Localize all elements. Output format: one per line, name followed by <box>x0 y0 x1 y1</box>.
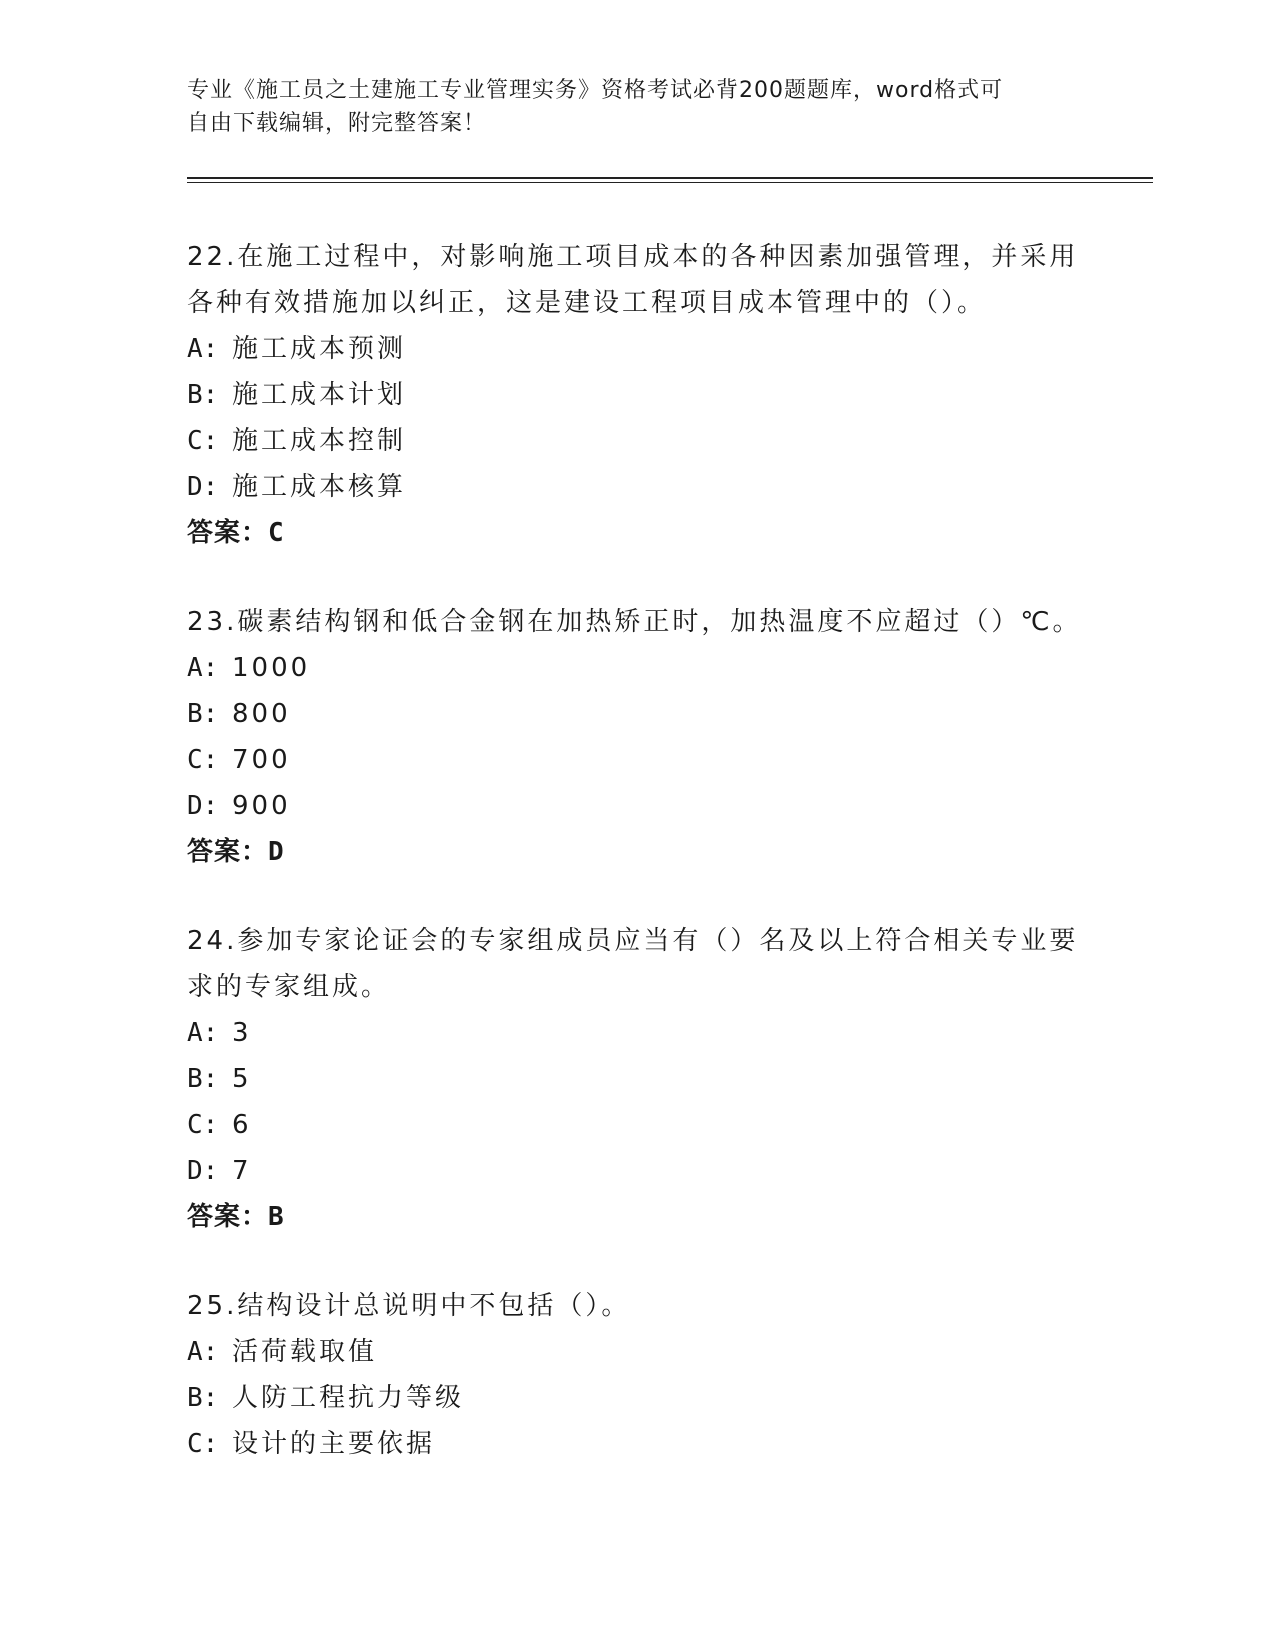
answer-label: 答案： <box>187 518 269 548</box>
answer-label: 答案： <box>187 1202 269 1232</box>
option-key: B: <box>187 699 219 729</box>
option-text: 施工成本核算 <box>232 472 407 502</box>
option-text: 7 <box>232 1156 252 1186</box>
question-stem-line-2: 各种有效措施加以纠正，这是建设工程项目成本管理中的（）。 <box>187 288 987 318</box>
option-key: C: <box>187 745 219 775</box>
question-stem-line-2: 求的专家组成。 <box>187 972 391 1002</box>
option-b <box>187 1375 1087 1421</box>
option-d <box>187 1148 1087 1194</box>
header-line-2: 自由下载编辑，附完整答案！ <box>187 111 487 136</box>
question-24 <box>187 918 1087 1240</box>
option-text: 施工成本计划 <box>232 380 407 410</box>
option-c <box>187 418 1087 464</box>
option-a <box>187 645 1087 691</box>
option-text: 6 <box>232 1110 252 1140</box>
option-key: D: <box>187 791 219 821</box>
option-c <box>187 1421 1087 1467</box>
header-line-1: 专业《施工员之土建施工专业管理实务》资格考试必背200题题库，word格式可 <box>187 78 1004 103</box>
option-key: D: <box>187 472 219 502</box>
option-text: 5 <box>232 1064 252 1094</box>
question-23 <box>187 599 1087 875</box>
option-text: 施工成本预测 <box>232 334 407 364</box>
option-key: B: <box>187 1383 219 1413</box>
question-stem-line-1: 24.参加专家论证会的专家组成员应当有（）名及以上符合相关专业要 <box>187 926 1079 956</box>
header-divider <box>187 177 1153 183</box>
option-b <box>187 691 1087 737</box>
option-text: 施工成本控制 <box>232 426 407 456</box>
question-22 <box>187 234 1087 556</box>
option-key: C: <box>187 426 219 456</box>
answer-line <box>187 829 1087 875</box>
option-a <box>187 1010 1087 1056</box>
answer-value: B <box>268 1202 285 1232</box>
option-text: 人防工程抗力等级 <box>232 1383 465 1413</box>
option-key: C: <box>187 1429 219 1459</box>
option-key: C: <box>187 1110 219 1140</box>
option-key: D: <box>187 1156 219 1186</box>
question-stem-line-1: 22.在施工过程中，对影响施工项目成本的各种因素加强管理，并采用 <box>187 242 1079 272</box>
option-d <box>187 464 1087 510</box>
option-b <box>187 372 1087 418</box>
question-list <box>187 234 1087 1510</box>
option-b <box>187 1056 1087 1102</box>
answer-label: 答案： <box>187 837 269 867</box>
option-text: 活荷载取值 <box>232 1337 378 1367</box>
option-a <box>187 326 1087 372</box>
option-key: A: <box>187 1018 219 1048</box>
answer-line <box>187 1194 1087 1240</box>
option-a <box>187 1329 1087 1375</box>
option-key: B: <box>187 1064 219 1094</box>
answer-value: D <box>268 837 285 867</box>
option-text: 3 <box>232 1018 252 1048</box>
answer-line <box>187 510 1087 556</box>
option-d <box>187 783 1087 829</box>
option-text: 设计的主要依据 <box>232 1429 436 1459</box>
option-key: A: <box>187 1337 219 1367</box>
option-key: B: <box>187 380 219 410</box>
option-key: A: <box>187 334 219 364</box>
document-header <box>187 74 1067 140</box>
option-c <box>187 1102 1087 1148</box>
answer-value: C <box>268 518 285 548</box>
option-text: 700 <box>232 745 291 775</box>
option-text: 1000 <box>232 653 311 683</box>
option-text: 800 <box>232 699 291 729</box>
question-25 <box>187 1283 1087 1467</box>
option-key: A: <box>187 653 219 683</box>
question-stem-line-1: 25.结构设计总说明中不包括（）。 <box>187 1291 631 1321</box>
question-stem-line-1: 23.碳素结构钢和低合金钢在加热矫正时，加热温度不应超过（）℃。 <box>187 607 1082 637</box>
option-c <box>187 737 1087 783</box>
option-text: 900 <box>232 791 291 821</box>
